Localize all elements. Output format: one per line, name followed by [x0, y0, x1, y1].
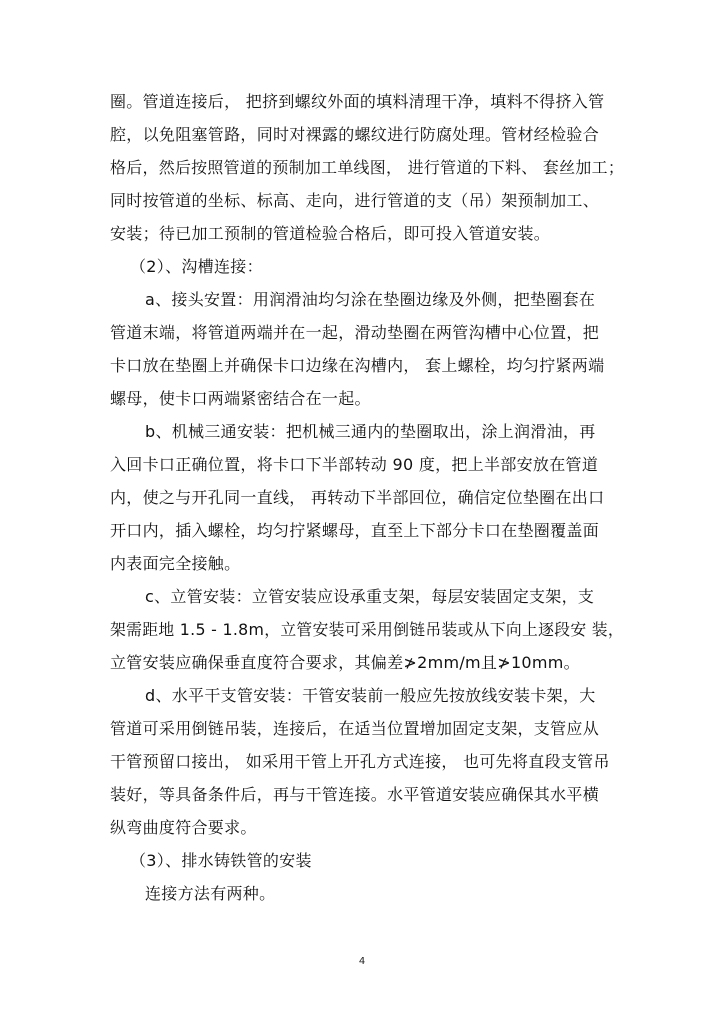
body-text-line: 卡口放在垫圈上并确保卡口边缘在沟槽内， 套上螺栓，均匀拧紧两端: [110, 356, 605, 375]
body-text-line: 立管安装应确保垂直度符合要求，其偏差≯2mm/m且≯10mm。: [110, 653, 580, 672]
page-number: 4: [358, 956, 366, 967]
body-text-line: d、水平干支管安装：干管安装前一般应先按放线安装卡架，大: [145, 686, 596, 705]
body-text-line: 干管预留口接出， 如采用干管上开孔方式连接， 也可先将直段支管吊: [110, 752, 610, 771]
body-text-line: c、立管安装：立管安装应设承重支架，每层安装固定支架，支: [145, 587, 595, 606]
body-text-line: b、机械三通安装：把机械三通内的垫圈取出，涂上润滑油，再: [145, 422, 596, 441]
body-text-line: 装好，等具备条件后，再与干管连接。水平管道安装应确保其水平横: [110, 785, 600, 804]
body-text-line: 纵弯曲度符合要求。: [110, 818, 257, 837]
section-heading: （2）、沟槽连接：: [130, 257, 263, 276]
body-text-line: a、接头安置：用润滑油均匀涂在垫圈边缘及外侧，把垫圈套在: [145, 290, 596, 309]
body-text-line: 腔，以免阻塞管路，同时对裸露的螺纹进行防腐处理。管材经检验合: [110, 125, 600, 144]
body-text-line: 圈。管道连接后， 把挤到螺纹外面的填料清理干净，填料不得挤入管: [110, 92, 605, 111]
body-text-line: 架需距地 1.5 - 1.8m，立管安装可采用倒链吊装或从下向上逐段安 装，: [110, 620, 624, 639]
body-text-line: 内表面完全接触。: [110, 554, 241, 573]
body-text-line: 安装；待已加工预制的管道检验合格后，即可投入管道安装。: [110, 224, 551, 243]
body-text-line: 格后，然后按照管道的预制加工单线图， 进行管道的下料、 套丝加工；: [110, 158, 625, 177]
body-text-line: 内，使之与开孔同一直线， 再转动下半部回位，确信定位垫圈在出口: [110, 488, 605, 507]
section-heading: （3）、排水铸铁管的安装: [130, 851, 312, 870]
body-text-line: 入回卡口正确位置，将卡口下半部转动 90 度，把上半部安放在管道: [110, 455, 599, 474]
body-text-line: 连接方法有两种。: [145, 884, 276, 903]
body-text-line: 管道可采用倒链吊装，连接后，在适当位置增加固定支架，支管应从: [110, 719, 600, 738]
body-text-line: 同时按管道的坐标、标高、走向，进行管道的支（吊）架预制加工、: [110, 191, 600, 210]
body-text-line: 开口内，插入螺栓，均匀拧紧螺母，直至上下部分卡口在垫圈覆盖面: [110, 521, 600, 540]
body-text-line: 管道末端，将管道两端并在一起，滑动垫圈在两管沟槽中心位置，把: [110, 323, 600, 342]
body-text-line: 螺母，使卡口两端紧密结合在一起。: [110, 389, 371, 408]
